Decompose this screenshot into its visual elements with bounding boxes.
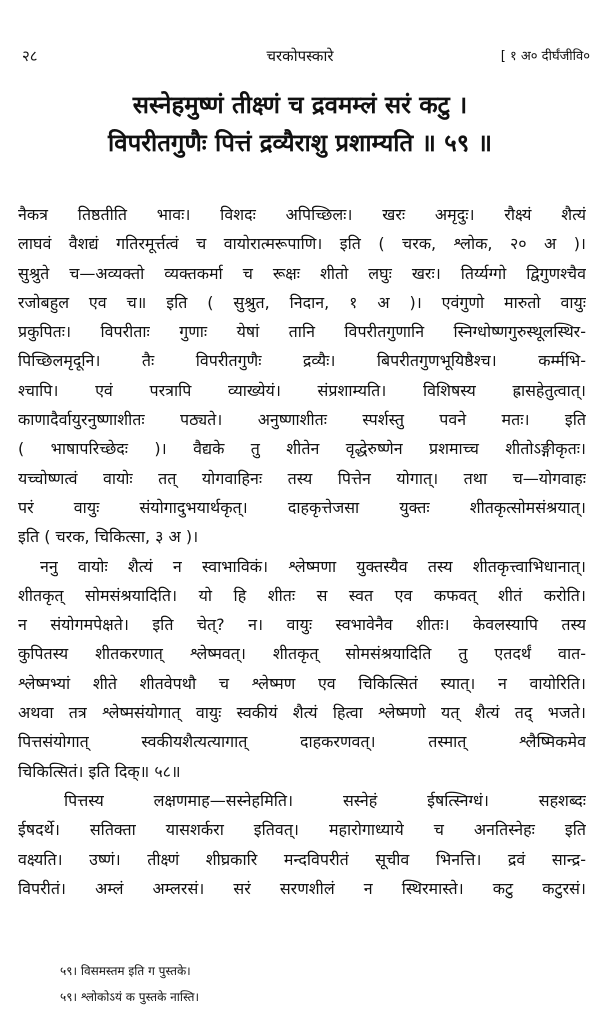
text-line: रजोबहुल एव च॥ इति ( सुश्रुत, निदान, १ अ )। एवंगुणो मारुतो वायुः: [18, 292, 586, 312]
text-line: ननु वायोः शैत्यं न स्वाभाविकं। श्लेष्मणा युक्तस्यैव तस्य शीतकृत्त्वाभिधानात्।: [40, 556, 586, 576]
verse-line-2: विपरीतगुणैः पित्तं द्रव्यैराशु प्रशाम्यति ॥ ५९ ॥: [108, 129, 492, 157]
text-line: चिकित्सितं। इति दिक्॥ ५८॥: [18, 761, 181, 781]
text-line: प्रकुपितः। विपरीताः गुणाः येषां तानि विपरीतगुणानि स्निग्धोष्णगुरुस्थूलस्थिर-: [18, 322, 586, 342]
text-line: विपरीतं। अम्लं अम्लरसं। सरं सरणशीलं न स्थिरमास्ते। कटु कटुरसं।: [18, 878, 586, 898]
text-line: वक्ष्यति। उष्णं। तीक्ष्णं शीघ्रकारि मन्दविपरीतं सूचीव भिनत्ति। द्रवं सान्द्र-: [18, 849, 586, 869]
text-line: श्चापि। एवं परत्रापि व्याख्येयं। संप्रशाम्यति। विशिषस्य ह्रासहेतुत्वात्।: [18, 380, 586, 400]
text-line: न संयोगमपेक्षते। इति चेत्? न। वायुः स्वभावेनैव शीतः। केवलस्यापि तस्य: [18, 615, 586, 635]
text-line: इति ( चरक, चिकित्सा, ३ अ )।: [18, 527, 199, 547]
section-reference: [495, 44, 590, 69]
text-line: शीतकृत् सोमसंश्रयादिति। यो हि शीतः स स्वत एव कफवत् शीतं करोति।: [18, 585, 586, 605]
text-line: ( भाषापरिच्छेदः )। वैद्यके तु शीतेन वृद्धेरुष्णेन प्रशमाच्च शीतोऽङ्गीकृतः।: [18, 439, 586, 459]
text-line: श्लेष्मभ्यां शीते शीतवेपथौ च श्लेष्मण एव चिकित्सितं स्यात्। न वायोरिति।: [18, 673, 586, 693]
section-label: [ १ अ० दीर्घंजीवि०: [500, 49, 590, 64]
text-line: नैकत्र तिष्ठतीति भावः। विशदः अपिच्छिलः। खरः अमृदुः। रौक्ष्यं शैत्यं: [18, 205, 586, 224]
text-line: यच्चोष्णत्वं वायोः तत् योगवाहिनः तस्य पित्तेन योगात्। तथा च—योगवाहः: [18, 468, 586, 488]
text-line: लाघवं वैशद्यं गतिरमूर्त्तत्वं च वायोरात्मरूपाणि। इति ( चरक, श्लोक, २० अ )।: [18, 234, 586, 254]
text-line: पित्तस्य लक्षणमाह—सस्नेहमिति। सस्नेहं ईषत्स्निग्धं। सहशब्दः: [64, 790, 586, 810]
running-header: [0, 46, 600, 72]
footnote: ५९। श्लोकोऽयं क पुस्तके नास्ति।: [60, 990, 200, 1004]
text-line: काणादैर्वायुरनुष्णाशीतः पठ्यते। अनुष्णाशीतः स्पर्शस्तु पवने मतः। इति: [18, 410, 586, 430]
page-number: २८: [22, 47, 38, 65]
text-line: पिच्छिलमृदूनि। तैः विपरीतगुणैः द्रव्यैः। बिपरीतगुणभूयिष्ठैश्च। कर्म्मभि-: [18, 351, 586, 371]
verse-line-1: सस्नेहमुष्णं तीक्ष्णं च द्रवमम्लं सरं कटु ।: [132, 91, 468, 119]
text-line: परं वायुः संयोगादुभयार्थकृत्। दाहकृत्तेजसा युक्तः शीतकृत्सोमसंश्रयात्।: [18, 497, 586, 517]
commentary-text: [18, 200, 586, 903]
text-line: कुपितस्य शीतकरणात् श्लेष्मवत्। शीतकृत् सोमसंश्रयादिति तु एतदर्थं वात-: [18, 644, 586, 664]
footnote: ५९। विसमस्तम इति ग पुस्तके।: [60, 964, 191, 978]
text-line: पित्तसंयोगात् स्वकीयशैत्यत्यागात् दाहकरणवत्। तस्मात् श्लैष्मिकमेव: [18, 732, 586, 752]
text-line: ईषदर्थे। सतिक्ता यासशर्करा इतिवत्। महारोगाध्याये च अनतिस्नेहः इति: [18, 820, 586, 840]
running-title: चरकोपस्कारे: [266, 47, 334, 65]
text-line: सुश्रुते च—अव्यक्तो व्यक्तकर्मा च रूक्षः शीतो लघुः खरः। तिर्य्यग्गो द्विगुणश्चैव: [18, 263, 586, 283]
text-line: अथवा तत्र श्लेष्मसंयोगात् वायुः स्वकीयं शैत्यं हित्वा श्लेष्मणो यत् शैत्यं तद् भजते।: [18, 703, 586, 723]
